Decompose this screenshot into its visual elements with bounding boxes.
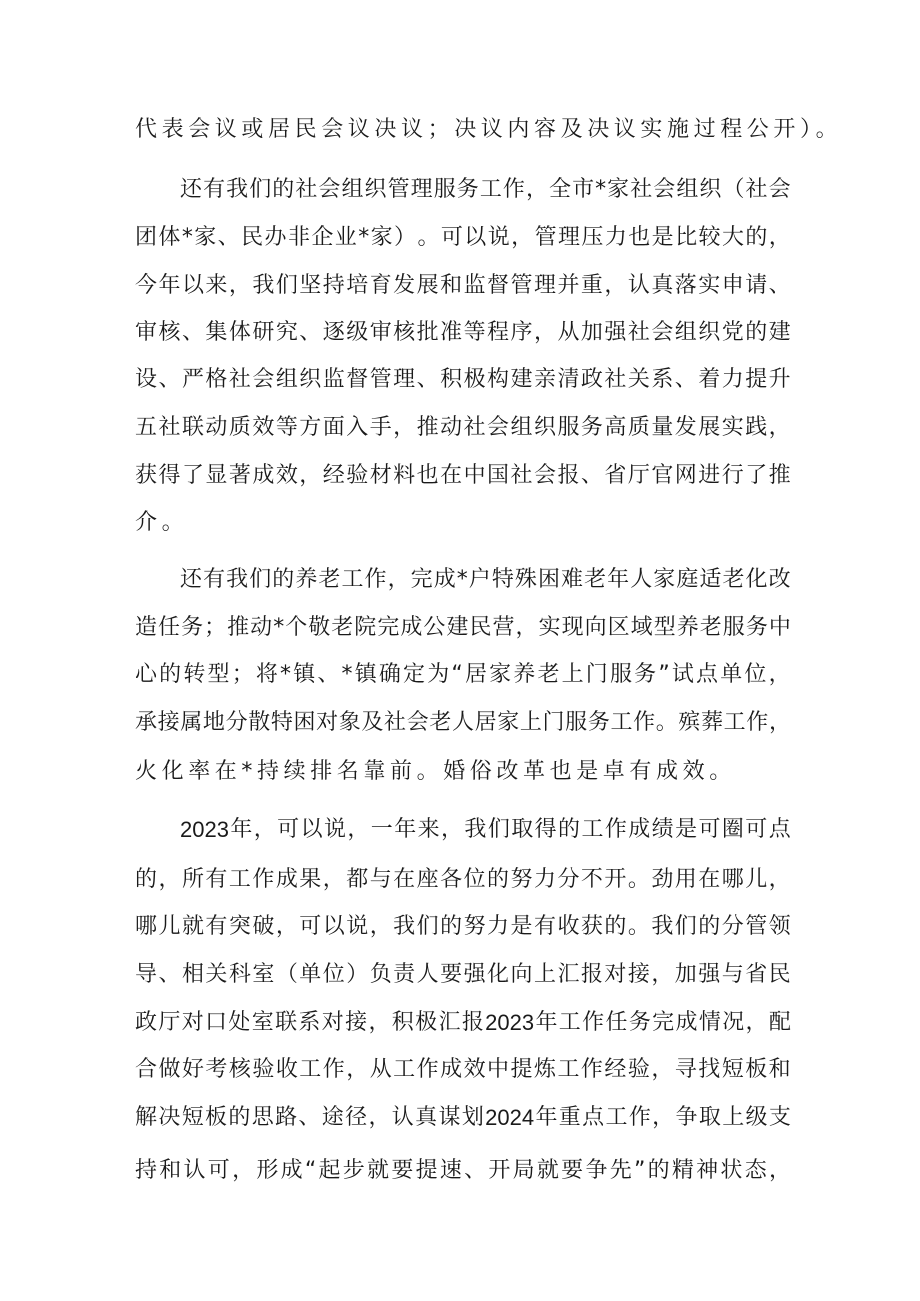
paragraph-4-line-2: 的 ， 所 有 工 作 成 果 ， 都 与 在 座 各 位 的 努 力 分 不 开 。 劲 用 在 哪 儿 ， <box>135 867 791 892</box>
paragraph-4-line-3: 哪 儿 就 有 突 破 ， 可 以 说 ， 我 们 的 努 力 是 有 收 获 的 。 我 们 的 分 管 领 <box>135 914 791 939</box>
paragraph-2-line-7: 获 得 了 显 著 成 效 ， 经 验 材 料 也 在 中 国 社 会 报 、 省 厅 官 网 进 行 了 推 <box>135 463 791 488</box>
paragraph-3-line-5: 火化率在*持续排名靠前。婚俗改革也是卓有成效。 <box>135 759 736 784</box>
paragraph-2-line-4: 审 核 、 集 体 研 究 、 逐 级 审 核 批 准 等 程 序 ， 从 加 强 社 会 组 织 党 的 建 <box>135 320 791 345</box>
paragraph-4-line-7: 解 决 短 板 的 思 路 、 途 径 ， 认 真 谋 划 2024 年 重 点 工 作 ， 争 取 上 级 支 <box>135 1105 791 1130</box>
paragraph-3-line-1: 还 有 我 们 的 养 老 工 作 ， 完 成 * 户 特 殊 困 难 老 年 人 家 庭 适 老 化 改 <box>180 567 791 592</box>
paragraph-4-line-8: 持 和 认 可 ， 形 成 “ 起 步 就 要 提 速 、 开 局 就 要 争 先 ” 的 精 神 状 态 ， <box>135 1158 791 1183</box>
paragraph-3-line-2: 造 任 务 ； 推 动 * 个 敬 老 院 完 成 公 建 民 营 ， 实 现 向 区 域 型 养 老 服 务 中 <box>135 615 791 640</box>
paragraph-2-line-5: 设 、 严 格 社 会 组 织 监 督 管 理 、 积 极 构 建 亲 清 政 社 关 系 、 着 力 提 升 <box>135 367 791 392</box>
paragraph-3-line-4: 承 接 属 地 分 散 特 困 对 象 及 社 会 老 人 居 家 上 门 服 务 工 作 。 殡 葬 工 作 ， <box>135 710 791 735</box>
paragraph-2-line-2: 团 体 * 家 、 民 办 非 企 业 * 家 ） 。 可 以 说 ， 管 理 压 力 也 是 比 较 大 的 ， <box>135 225 791 250</box>
paragraph-4-line-1: 2023 年 ， 可 以 说 ， 一 年 来 ， 我 们 取 得 的 工 作 成 绩 是 可 圈 可 点 <box>180 817 791 842</box>
paragraph-2-line-1: 还 有 我 们 的 社 会 组 织 管 理 服 务 工 作 ， 全 市 * 家 社 会 组 织 （ 社 会 <box>180 177 791 202</box>
paragraph-2-line-8: 介。 <box>135 510 189 535</box>
paragraph-3-line-3: 心 的 转 型 ； 将 * 镇 、 * 镇 确 定 为 “ 居 家 养 老 上 门 服 务 ” 试 点 单 位 ， <box>135 662 791 687</box>
paragraph-4-line-5: 政 厅 对 口 处 室 联 系 对 接 ， 积 极 汇 报 2023 年 工 作 任 务 完 成 情 况 ， 配 <box>135 1010 791 1035</box>
paragraph-2-line-3: 今 年 以 来 ， 我 们 坚 持 培 育 发 展 和 监 督 管 理 并 重 ， 认 真 落 实 申 请 、 <box>135 273 791 298</box>
paragraph-1-line-1: 代表会议或居民会议决议；决议内容及决议实施过程公开）。 <box>135 117 843 142</box>
paragraph-4-line-4: 导 、 相 关 科 室 （ 单 位 ） 负 责 人 要 强 化 向 上 汇 报 对 接 ， 加 强 与 省 民 <box>135 962 791 987</box>
paragraph-2-line-6: 五 社 联 动 质 效 等 方 面 入 手 ， 推 动 社 会 组 织 服 务 高 质 量 发 展 实 践 ， <box>135 415 791 440</box>
paragraph-4-line-6: 合 做 好 考 核 验 收 工 作 ， 从 工 作 成 效 中 提 炼 工 作 经 验 ， 寻 找 短 板 和 <box>135 1057 791 1082</box>
